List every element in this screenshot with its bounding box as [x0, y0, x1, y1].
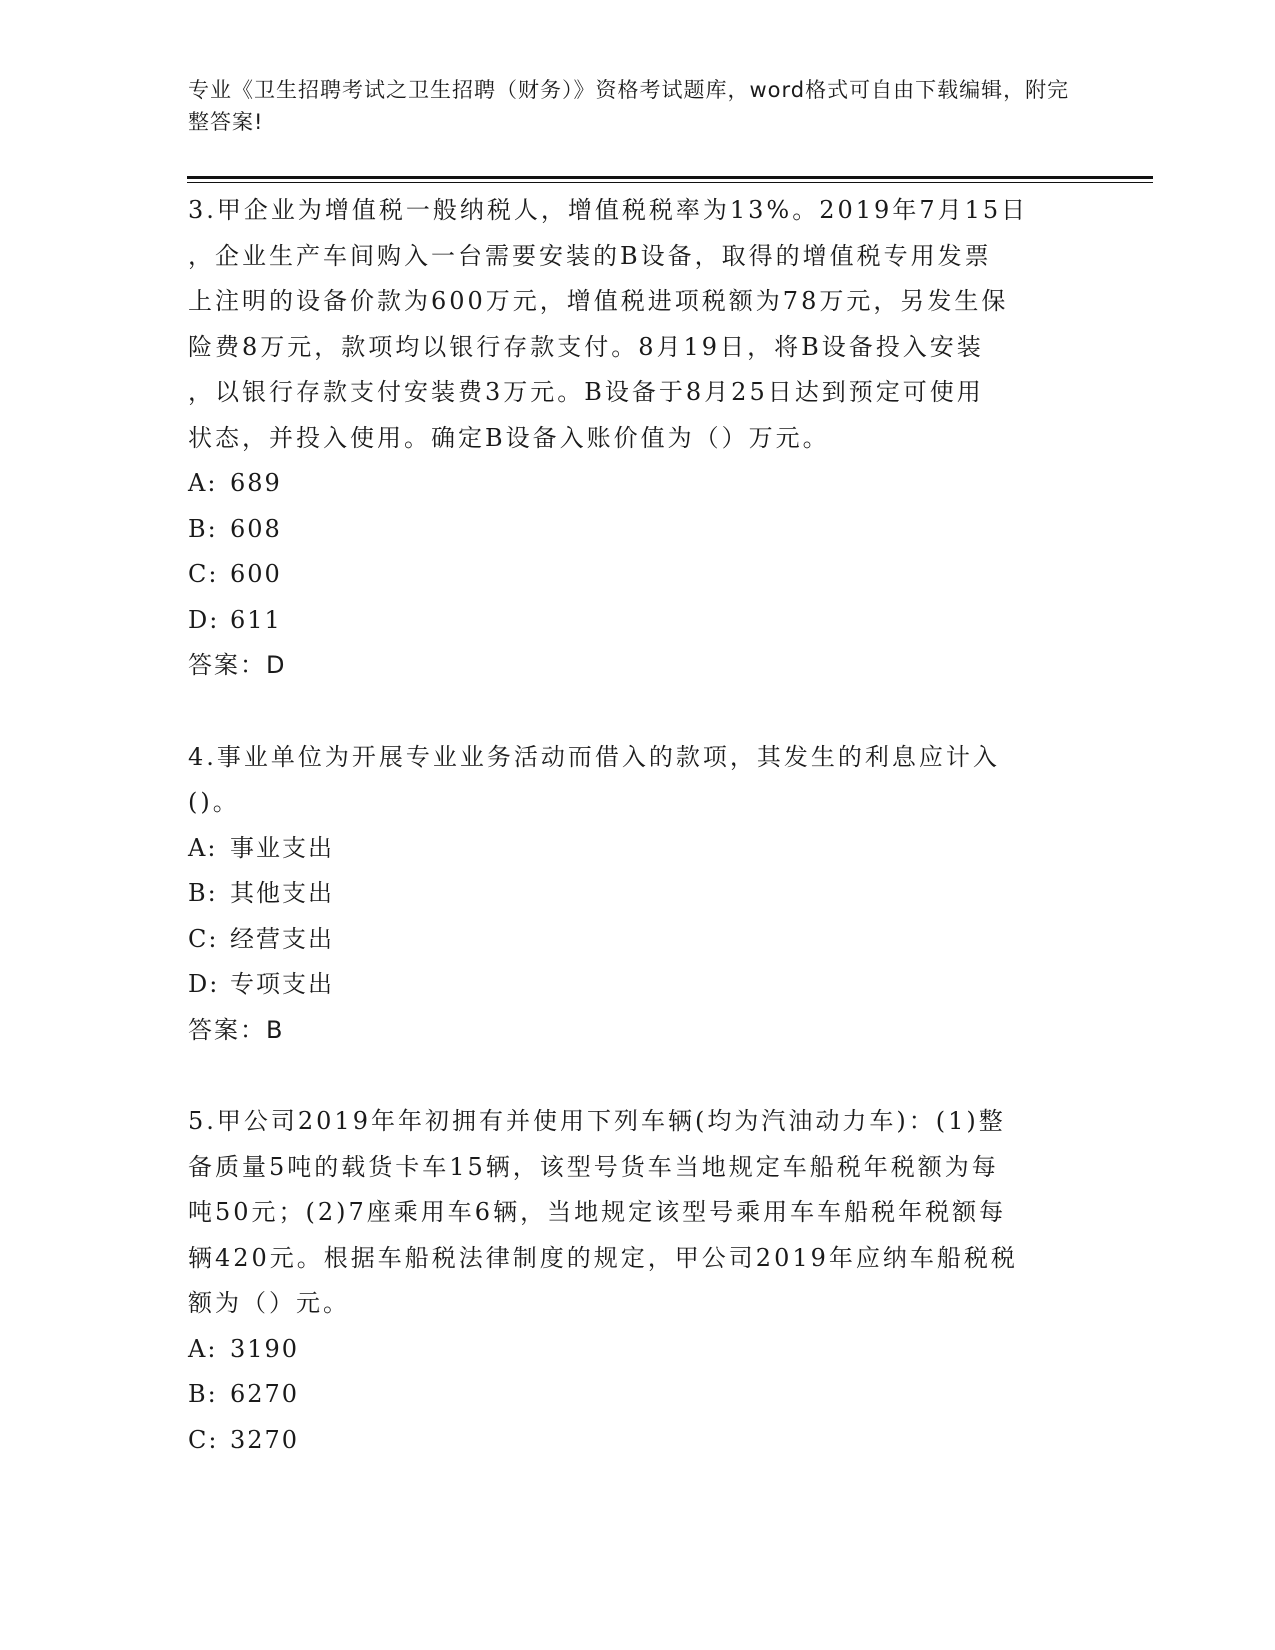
option-b [188, 507, 1068, 553]
option-label: C: [188, 1425, 219, 1454]
question-text-line: 险费8万元，款项均以银行存款支付。8月19日，将B设备投入安装 [188, 332, 984, 361]
question-text-line: 额为（）元。 [188, 1289, 350, 1317]
option-c [188, 1418, 1068, 1464]
question-text-line: 备质量5吨的载货卡车15辆，该型号货车当地规定车船税年税额为每 [188, 1152, 999, 1181]
document-header [188, 74, 1088, 138]
option-a [188, 461, 1068, 507]
option-a [188, 826, 1068, 872]
question-4 [188, 735, 1068, 1054]
option-label: A: [188, 469, 218, 497]
question-text-line: ，以银行存款支付安装费3万元。B设备于8月25日达到预定可使用 [188, 378, 984, 406]
option-text: 689 [230, 469, 282, 497]
option-text: 事业支出 [230, 833, 334, 862]
question-text-line: ()。 [188, 788, 240, 816]
header-title: 专业《卫生招聘考试之卫生招聘（财务）》资格考试题库，word格式可自由下载编辑，附完整答案! [188, 78, 1070, 134]
question-text-line: 状态，并投入使用。确定B设备入账价值为（）万元。 [188, 423, 830, 452]
option-text: 600 [230, 560, 282, 588]
question-list [188, 188, 1068, 1509]
option-c [188, 917, 1068, 963]
option-label: A: [188, 833, 218, 862]
question-text-line: 4.事业单位为开展专业业务活动而借入的款项，其发生的利息应计入 [188, 742, 1000, 771]
option-text: 经营支出 [230, 924, 334, 953]
header-divider-thin [187, 182, 1153, 183]
option-text: 专项支出 [230, 970, 334, 998]
question-3 [188, 188, 1068, 689]
option-d [188, 962, 1068, 1008]
option-label: B: [188, 1380, 218, 1408]
option-b [188, 1372, 1068, 1418]
header-divider-thick [187, 176, 1153, 179]
option-label: C: [188, 560, 219, 588]
option-label: D: [188, 970, 220, 998]
question-text-line: 3.甲企业为增值税一般纳税人，增值税税率为13%。2019年7月15日 [188, 196, 1029, 224]
question-text-line: ，企业生产车间购入一台需要安装的B设备，取得的增值税专用发票 [188, 241, 992, 270]
option-text: 3270 [230, 1425, 300, 1454]
option-label: D: [188, 605, 220, 634]
option-label: A: [188, 1334, 218, 1363]
option-a [188, 1327, 1068, 1373]
option-c [188, 552, 1068, 598]
option-b [188, 871, 1068, 917]
answer-line: 答案：B [188, 1015, 285, 1044]
question-text-line: 上注明的设备价款为600万元，增值税进项税额为78万元，另发生保 [188, 287, 1009, 315]
option-text: 608 [230, 514, 282, 543]
question-text-line: 吨50元；(2)7座乘用车6辆，当地规定该型号乘用车车船税年税额每 [188, 1198, 1007, 1226]
option-text: 其他支出 [230, 879, 334, 907]
option-text: 611 [230, 605, 282, 634]
option-text: 6270 [230, 1380, 300, 1408]
question-text-line: 5.甲公司2019年年初拥有并使用下列车辆(均为汽油动力车)：(1)整 [188, 1107, 1006, 1135]
option-label: B: [188, 514, 218, 543]
option-label: B: [188, 879, 218, 907]
question-5 [188, 1099, 1068, 1463]
question-text-line: 辆420元。根据车船税法律制度的规定，甲公司2019年应纳车船税税 [188, 1243, 1018, 1272]
answer-line: 答案：D [188, 651, 287, 679]
option-label: C: [188, 924, 219, 953]
option-text: 3190 [230, 1334, 300, 1363]
option-d [188, 598, 1068, 644]
